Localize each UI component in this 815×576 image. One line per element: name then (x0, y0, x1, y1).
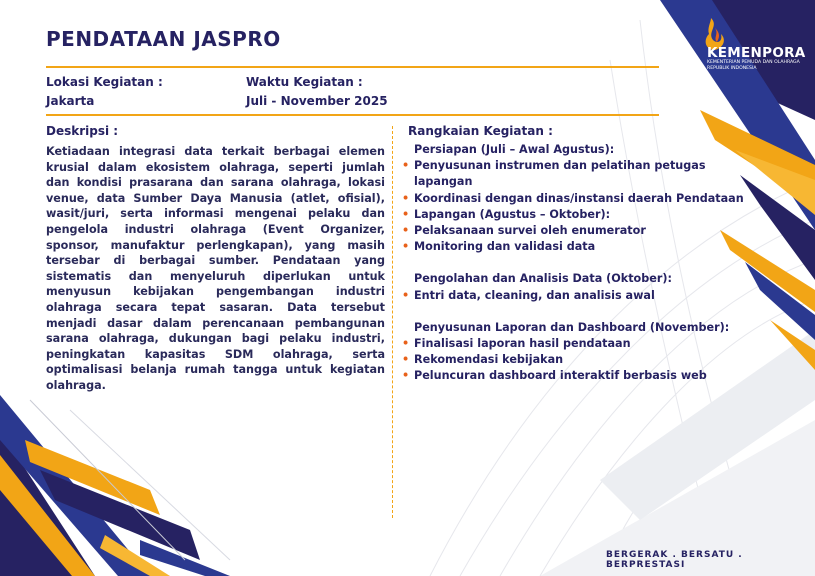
schedule-list (400, 142, 760, 385)
list-item: • Entri data, cleaning, dan analisis awal (400, 288, 760, 304)
location-label: Lokasi Kegiatan : (46, 75, 163, 89)
list-item: • Finalisasi laporan hasil pendataan (400, 336, 760, 352)
list-item: • Penyusunan instrumen dan pelatihan petugas lapangan (402, 159, 706, 189)
schedule-group (400, 271, 760, 303)
bullet-icon: • (402, 207, 410, 221)
description-text: Ketiadaan integrasi data terkait berbagai elemen krusial dalam ekosistem olahraga, seperti jumlah dan kondisi prasarana dan sarana olahraga, lokasi venue, data Sumber Daya Manusia (atlet, ofisial), wasit/juri, serta informasi mengenai pelaku dan pengelola industri olahraga (Event Organizer, sponsor, manufaktur perlengkapan), yang masih tersebar di berbagai sumber. Pendataan yang sistematis dan menyeluruh diperlukan untuk menyusun kebijakan pengembangan industri olahraga secara tepat sasaran. Data tersebut menjadi dasar dalam perencanaan pembangunan sarana olahraga, dukungan bagi pelaku industri, peningkatan kapasitas SDM olahraga, serta optimalisasi belanja rumah tangga untuk kegiatan olahraga. (46, 145, 385, 392)
title-rule (46, 66, 659, 68)
logo-name: KEMENPORA (707, 45, 806, 61)
bullet-icon: • (402, 224, 410, 238)
time-label: Waktu Kegiatan : (246, 75, 363, 89)
list-item: • Monitoring dan validasi data (400, 239, 760, 255)
list-item: • Pelaksanaan survei oleh enumerator (400, 223, 760, 239)
location-value: Jakarta (46, 94, 95, 108)
footer-tagline: BERGERAK . BERSATU . BERPRESTASI (606, 550, 743, 570)
bullet-icon: • (402, 159, 410, 173)
bullet-icon: • (402, 240, 410, 254)
bullet-icon: • (402, 288, 410, 302)
phase-title: Penyusunan Laporan dan Dashboard (November): (414, 320, 730, 334)
list-item: • Koordinasi dengan dinas/instansi daerah Pendataan (400, 191, 760, 207)
list-item: • Rekomendasi kebijakan (400, 352, 760, 368)
bullet-icon: • (402, 337, 410, 351)
phase-title: Persiapan (Juli – Awal Agustus): (414, 143, 615, 156)
schedule-label: Rangkaian Kegiatan : (408, 124, 553, 138)
phase-title: Pengolahan dan Analisis Data (Oktober): (414, 272, 672, 286)
bullet-icon: • (402, 353, 410, 367)
description-label: Deskripsi : (46, 124, 119, 138)
info-rule (46, 114, 659, 116)
schedule-group (400, 320, 760, 385)
bullet-icon: • (402, 369, 410, 383)
column-divider (392, 126, 393, 518)
page-title: PENDATAAN JASPRO (46, 27, 281, 51)
list-item: • Lapangan (Agustus – Oktober): (400, 207, 760, 223)
schedule-group (400, 142, 760, 255)
logo-subtitle: KEMENTERIAN PEMUDA DAN OLAHRAGA REPUBLIK INDONESIA (707, 60, 800, 71)
time-value: Juli - November 2025 (246, 94, 388, 108)
bullet-icon: • (402, 191, 410, 205)
list-item: • Peluncuran dashboard interaktif berbasis web (400, 368, 760, 384)
